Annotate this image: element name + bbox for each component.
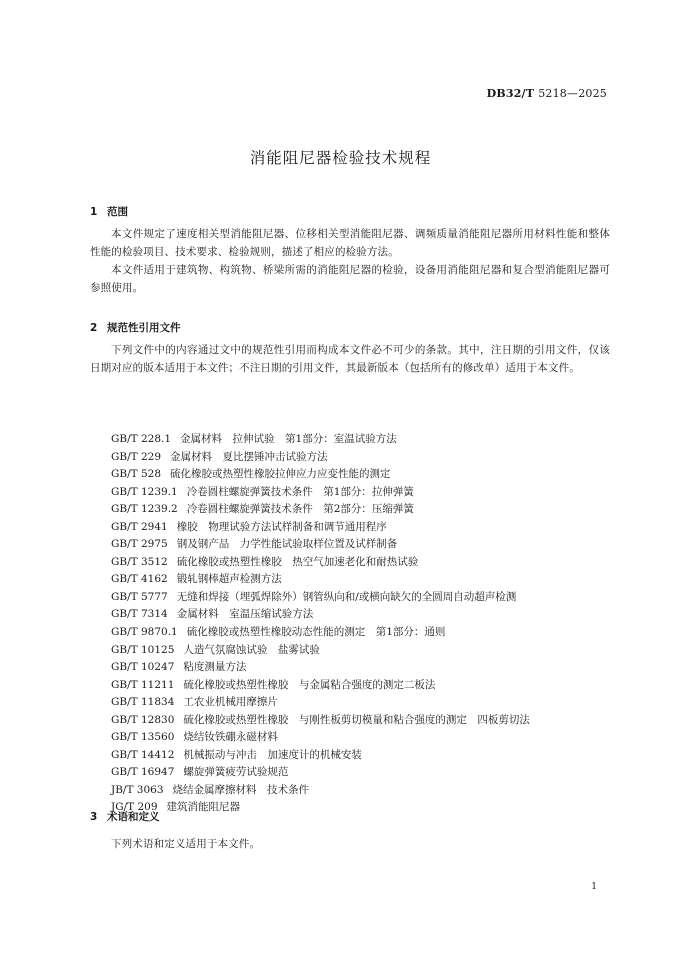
reference-code: GB/T 228.1 [111,433,172,445]
reference-list [111,431,530,817]
reference-title: 烧结钕铁硼永磁材料 [183,731,278,744]
reference-code: GB/T 2975 [111,538,168,551]
page-number: 1 [591,882,597,892]
reference-title: 冷卷圆柱螺旋弹簧技术条件 第2部分：压缩弹簧 [186,503,414,516]
reference-title: 建筑消能阻尼器 [166,801,241,814]
reference-item [111,571,530,589]
reference-item [111,624,530,642]
reference-code: GB/T 13560 [111,731,175,744]
reference-title: 橡胶 物理试验方法试样制备和调节通用程序 [176,520,387,533]
reference-code: GB/T 5777 [111,590,168,603]
reference-code: GB/T 11211 [111,678,175,691]
section-heading-scope [90,204,128,219]
reference-code: GB/T 1239.2 [111,503,178,516]
reference-item [111,712,530,730]
reference-code: GB/T 7314 [111,608,168,621]
reference-item [111,449,530,467]
reference-code: JB/T 3063 [111,783,164,796]
reference-title: 金属材料 室温压缩试验方法 [176,608,314,621]
reference-title: 冷卷圆柱螺旋弹簧技术条件 第1部分：拉伸弹簧 [186,485,414,498]
reference-title: 硫化橡胶或热塑性橡胶动态性能的测定 第1部分：通则 [186,626,446,639]
reference-code: GB/T 12830 [111,713,175,726]
document-title: 消能阻尼器检验技术规程 [249,149,432,167]
reference-title: 粘度测量方法 [183,661,247,674]
reference-code: GB/T 2941 [111,520,168,533]
reference-item [111,554,530,572]
reference-code: GB/T 3512 [111,555,168,568]
section-heading-normative-references [90,320,181,335]
section-title: 规范性引用文件 [107,322,181,334]
reference-title: 无缝和焊接（埋弧焊除外）钢管纵向和/或横向缺欠的全圆周自动超声检测 [176,590,517,603]
reference-item [111,519,530,537]
section-heading-terms-definitions [90,809,160,824]
reference-code: GB/T 9870.1 [111,626,178,639]
reference-code: GB/T 16947 [111,766,175,779]
reference-item [111,764,530,782]
reference-code: GB/T 11834 [111,696,175,709]
reference-title: 烧结金属摩擦材料 技术条件 [172,783,310,796]
reference-code: JG/T 209 [111,801,158,814]
reference-item [111,677,530,695]
standard-number: 5218—2025 [538,87,607,100]
reference-code: GB/T 1239.1 [111,485,178,498]
section-title: 术语和定义 [107,811,160,823]
section-number: 2 [90,322,98,334]
reference-title: 硫化橡胶或热塑性橡胶 热空气加速老化和耐热试验 [176,555,419,568]
scope-paragraph-2: 本文件适用于建筑物、构筑物、桥梁所需的消能阻尼器的检验，设备用消能阻尼器和复合型消能阻尼器可参照使用。 [90,264,610,294]
reference-item [111,747,530,765]
reference-code: GB/T 10247 [111,661,175,674]
reference-code: GB/T 14412 [111,748,175,761]
reference-title: 钢及钢产品 力学性能试验取样位置及试样制备 [176,538,398,551]
terms-intro-paragraph: 下列术语和定义适用于本文件。 [111,838,261,850]
reference-code: GB/T 528 [111,468,162,481]
reference-item [111,466,530,484]
reference-item [111,431,530,449]
reference-item [111,694,530,712]
references-intro-paragraph: 下列文件中的内容通过文中的规范性引用而构成本文件必不可少的条款。其中，注日期的引用文件，仅该日期对应的版本适用于本文件；不注日期的引用文件，其最新版本（包括所有的修改单）适用于本文件。 [90,344,610,374]
reference-item [111,501,530,519]
reference-title: 硫化橡胶或热塑性橡胶 与刚性板剪切模量和粘合强度的测定 四板剪切法 [183,713,530,726]
reference-item [111,484,530,502]
reference-title: 金属材料 夏比摆锤冲击试验方法 [170,450,328,463]
reference-item [111,799,530,817]
reference-title: 机械振动与冲击 加速度计的机械安装 [183,748,362,761]
scope-paragraph-1: 本文件规定了速度相关型消能阻尼器、位移相关型消能阻尼器、调频质量消能阻尼器所用材料性能和整体性能的检验项目、技术要求、检验规则，描述了相应的检验方法。 [90,228,610,258]
reference-title: 硫化橡胶或热塑性橡胶拉伸应力应变性能的测定 [170,468,391,481]
reference-item [111,536,530,554]
reference-item [111,589,530,607]
reference-title: 金属材料 拉伸试验 第1部分：室温试验方法 [180,433,397,445]
reference-item [111,782,530,800]
reference-item [111,642,530,660]
reference-title: 人造气氛腐蚀试验 盐雾试验 [183,643,320,656]
standard-prefix: DB32/T [486,87,535,100]
section-title: 范围 [107,206,128,218]
reference-item [111,606,530,624]
reference-title: 硫化橡胶或热塑性橡胶 与金属粘合强度的测定二板法 [183,678,436,691]
reference-item [111,659,530,677]
reference-item [111,729,530,747]
reference-title: 螺旋弹簧疲劳试验规范 [183,766,289,779]
reference-title: 锻轧钢棒超声检测方法 [176,573,282,586]
reference-code: GB/T 4162 [111,573,168,586]
reference-code: GB/T 229 [111,450,162,463]
standard-code [487,87,607,100]
reference-title: 工农业机械用摩擦片 [183,696,278,709]
reference-code: GB/T 10125 [111,643,175,656]
section-number: 1 [90,206,98,218]
section-number: 3 [90,811,98,823]
